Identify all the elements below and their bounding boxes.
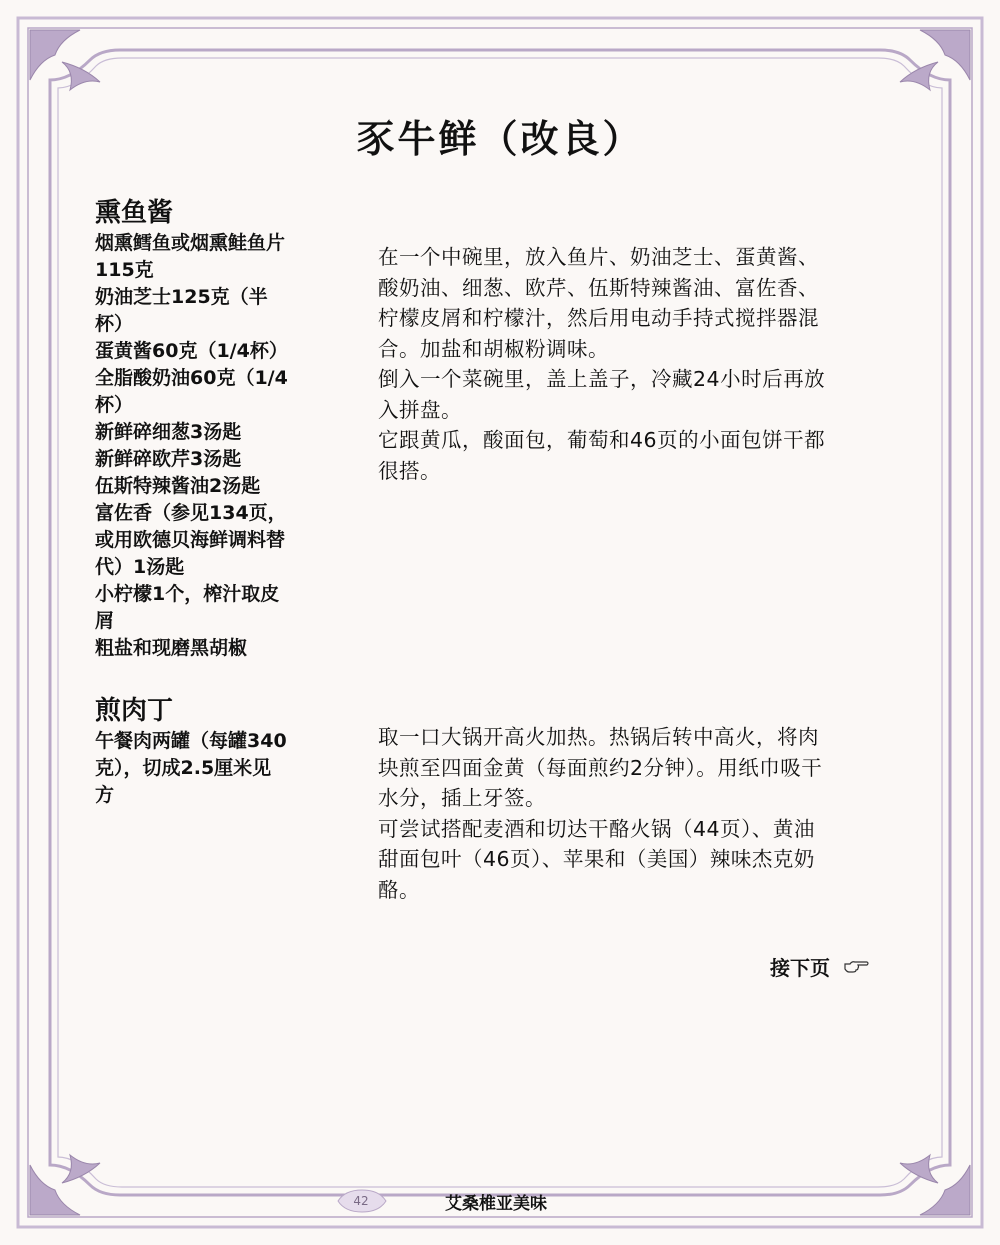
instruction-line: 它跟黄瓜，酸面包，葡萄和46页的小面包饼干都 <box>378 428 826 452</box>
instructions-section-fried-spam <box>378 722 893 905</box>
section-heading: 熏鱼酱 <box>95 198 174 228</box>
ingredient-line: 全脂酸奶油60克（1/4 <box>95 367 288 389</box>
page-number: 42 <box>353 1194 369 1208</box>
continued-next-page[interactable] <box>770 952 870 981</box>
ingredient-line: 午餐肉两罐（每罐340 <box>95 730 287 752</box>
instructions-section-smoked-fish-dip <box>378 242 893 486</box>
instruction-line: 柠檬皮屑和柠檬汁，然后用电动手持式搅拌器混 <box>378 306 819 330</box>
ingredient-line: 方 <box>95 784 115 806</box>
ingredient-line: 115克 <box>95 259 154 281</box>
instruction-line: 合。加盐和胡椒粉调味。 <box>378 336 609 361</box>
instruction-line: 入拼盘。 <box>378 397 462 422</box>
instruction-line: 可尝试搭配麦酒和切达干酪火锅（44页）、黄油 <box>378 816 815 841</box>
instruction-line: 水分，插上牙签。 <box>378 786 546 810</box>
instruction-line: 块煎至四面金黄（每面煎约2分钟）。用纸巾吸干 <box>378 755 823 780</box>
ingredient-line: 新鲜碎欧芹3汤匙 <box>95 448 242 470</box>
instruction-line: 取一口大锅开高火加热。热锅后转中高火，将肉 <box>378 725 819 749</box>
instruction-line: 酪。 <box>378 877 420 902</box>
ingredient-line: 蛋黄酱60克（1/4杯） <box>95 340 288 362</box>
ingredients-section-smoked-fish-dip <box>95 196 310 662</box>
instruction-line: 倒入一个菜碗里，盖上盖子，冷藏24小时后再放 <box>378 367 826 391</box>
pointing-hand-icon <box>844 955 870 979</box>
ingredient-line: 富佐香（参见134页， <box>95 502 287 524</box>
ingredient-line: 屑 <box>95 610 115 632</box>
instruction-line: 很搭。 <box>378 458 441 483</box>
continued-label: 接下页 <box>770 956 830 980</box>
ingredients-section-fried-spam <box>95 694 310 809</box>
section-heading: 煎肉丁 <box>95 696 174 726</box>
ingredient-line: 新鲜碎细葱3汤匙 <box>95 421 242 443</box>
ingredient-line: 杯） <box>95 394 134 416</box>
ingredient-line: 小柠檬1个，榨汁取皮 <box>95 583 280 605</box>
ingredient-line: 伍斯特辣酱油2汤匙 <box>95 475 261 497</box>
ingredient-line: 粗盐和现磨黑胡椒 <box>95 637 248 659</box>
ingredient-line: 奶油芝士125克（半 <box>95 286 268 308</box>
instruction-line: 甜面包叶（46页）、苹果和（美国）辣味杰克奶 <box>378 847 815 871</box>
ingredient-line: 或用欧德贝海鲜调料替 <box>95 529 286 551</box>
ingredient-line: 烟熏鳕鱼或烟熏鲑鱼片 <box>95 232 286 254</box>
ingredient-line: 代）1汤匙 <box>95 556 185 578</box>
ingredient-line: 杯） <box>95 313 134 335</box>
ingredient-line: 克），切成2.5厘米见 <box>95 757 272 779</box>
page-title: 豕牛鲜（改良） <box>356 117 644 161</box>
instruction-line: 酸奶油、细葱、欧芹、伍斯特辣酱油、富佐香、 <box>378 275 819 300</box>
book-title: 艾桑椎亚美味 <box>445 1194 547 1214</box>
instruction-line: 在一个中碗里，放入鱼片、奶油芝士、蛋黄酱、 <box>378 245 819 269</box>
